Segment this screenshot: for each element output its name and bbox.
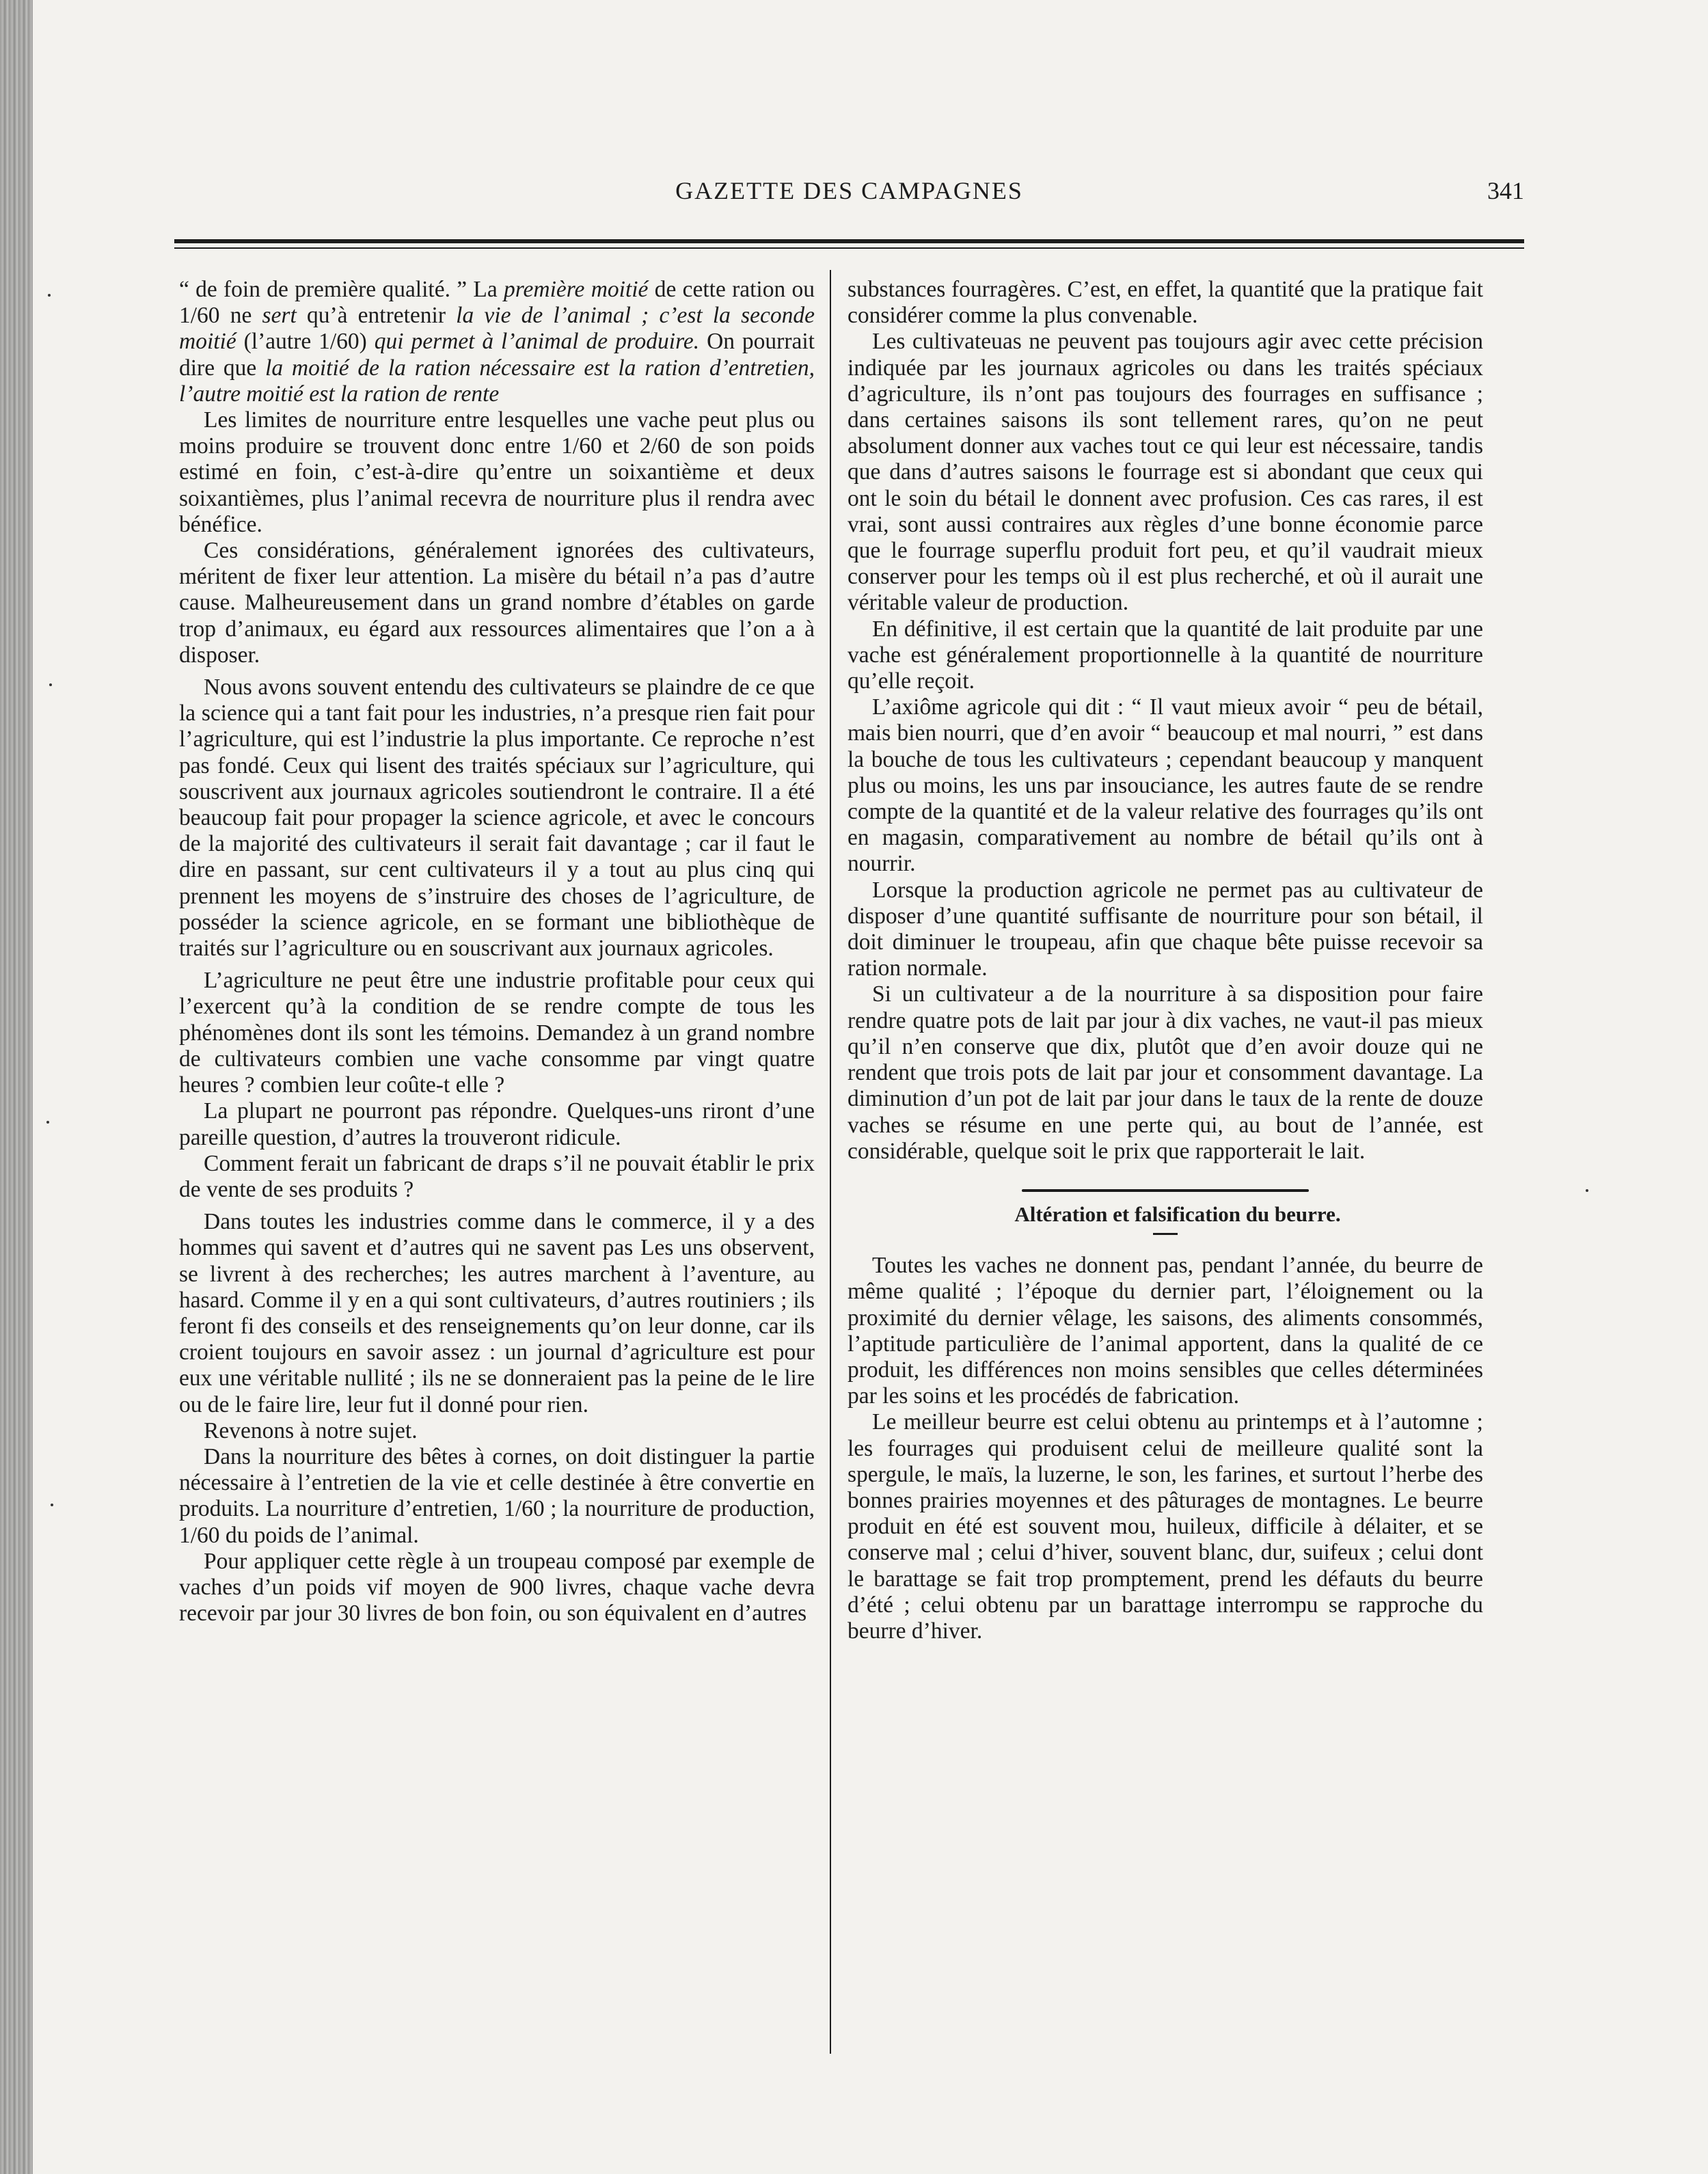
text-run: qu’à entretenir: [296, 303, 457, 329]
paragraph: Toutes les vaches ne donnent pas, pendant l’année, du beurre de même qualité ; l’époque du dernier part, l’éloignement ou la proximité du dernier vêlage, les saisons, des aliments consommés, l’aptitude particulière de l’animal apportent, dans la qualité de ce produit, les différences non moins sensibles que celles déterminées par les soins et les procédés de fabrication.: [848, 1253, 1483, 1409]
paragraph: Pour appliquer cette règle à un troupeau composé par exemple de vaches d’un poids vif moyen de 900 livres, chaque vache devra recevoir par jour 30 livres de bon foin, ou son équivalent en d’autres: [179, 1548, 815, 1627]
margin-speck: [46, 1121, 49, 1124]
paragraph: Les limites de nourriture entre lesquelles une vache peut plus ou moins produire se trouvent donc entre 1/60 et 2/60 de son poids estimé en foin, c’est-à-dire qu’entre un soixantième et deux soixantièmes, plus l’animal recevra de nourriture plus il rendra avec bénéfice.: [179, 407, 815, 537]
paragraph: L’agriculture ne peut être une industrie profitable pour ceux qui l’exercent qu’à la condition de se rendre compte de tous les phénomènes dont ils sont les témoins. Demandez à un grand nombre de cultivateurs combien une vache consomme par vingt quatre heures ? combien leur coûte-t elle ?: [179, 968, 815, 1098]
section-title-dash: [1153, 1233, 1178, 1235]
paragraph: [179, 277, 815, 407]
text-run: (l’autre 1/60): [236, 329, 375, 355]
page-header: [174, 176, 1524, 217]
running-title: GAZETTE DES CAMPAGNES: [675, 177, 1023, 204]
section-paragraphs: [848, 1253, 1483, 1644]
paragraph: L’axiôme agricole qui dit : “ Il vaut mieux avoir “ peu de bétail, mais bien nourri, que d’en avoir “ beaucoup et mal nourri, ” est dans la bouche de tous les cultivateurs ; cependant beaucoup y manquent plus ou moins, les uns par insouciance, les autres faute de se rendre compte de la quantité et de la valeur relative des fourrages qu’ils ont en magasin, comparativement au nombre de bétail qu’ils ont à nourrir.: [848, 694, 1483, 877]
text-run: “ de foin de première qualité. ” La: [179, 277, 504, 302]
right-column-paragraphs: [848, 277, 1483, 1165]
margin-speck: [48, 294, 51, 297]
column-divider: [830, 270, 831, 2054]
italic-run: la moitié de la ration nécessaire est la ration d’entretien, l’autre moitié est la ration de rente: [179, 355, 815, 407]
paragraph: substances fourragères. C’est, en effet, la quantité que la pratique fait considérer comme la plus convenable.: [848, 277, 1483, 329]
header-rule-thick: [174, 239, 1524, 243]
italic-run: première moitié: [503, 277, 649, 302]
paragraph: Ces considérations, généralement ignorées des cultivateurs, méritent de fixer leur attention. La misère du bétail n’a pas d’autre cause. Malheureusement dans un grand nombre d’étables on garde trop d’animaux, eu égard aux ressources alimentaires que l’on a à disposer.: [179, 538, 815, 668]
paragraph: Dans toutes les industries comme dans le commerce, il y a des hommes qui savent et d’autres qui ne savent pas Les uns observent, se livrent à des recherches; les autres marchent à l’aventure, au hasard. Comme il y en a qui sont cultivateurs, d’autres routiniers ; ils feront fi des conseils et des renseignements qu’on leur donne, car ils croient toujours en savoir assez : un journal d’agriculture est pour eux une véritable nullité ; ils ne se donneraient pas la peine de le lire ou de le faire lire, leur fut il donné pour rien.: [179, 1209, 815, 1417]
paragraph: Revenons à notre sujet.: [204, 1417, 418, 1443]
paragraph: Le meilleur beurre est celui obtenu au printemps et à l’automne ; les fourrages qui produisent celui de meilleure qualité sont la spergule, le maïs, la luzerne, le son, les farines, et surtout l’herbe des bonnes prairies moyennes et des pâturages de montagnes. Le beurre produit en été est souvent mou, huileux, difficile à délaiter, et se conserve mal ; celui d’hiver, souvent blanc, dur, suifeux ; celui dont le barattage se fait trop promptement, prend les défauts du beurre d’été ; celui obtenu par un barattage interrompu se rapproche du beurre d’hiver.: [848, 1409, 1483, 1644]
margin-speck: [1586, 1189, 1588, 1192]
page-number: 341: [1487, 177, 1524, 204]
section-ornament-rule: [1022, 1189, 1309, 1192]
paragraph: La plupart ne pourront pas répondre. Quelques-uns riront d’une pareille question, d’autres la trouveront ridicule.: [179, 1098, 815, 1150]
scan-binding-edge: [0, 0, 33, 2174]
margin-speck: [51, 1504, 53, 1506]
header-rule-thin: [174, 247, 1524, 249]
paragraph: Si un cultivateur a de la nourriture à sa disposition pour faire rendre quatre pots de lait par jour à dix vaches, ne vaut-il pas mieux qu’il n’en conserve que dix, plutôt que d’en avoir douze qui ne rendent que trois pots de lait par jour et consomment davantage. La diminution d’un pot de lait par jour dans le taux de la rente de douze vaches se résume en une perte qui, au bout de l’année, est considérable, quelque soit le prix que rapporterait le lait.: [848, 981, 1483, 1164]
right-column: [848, 277, 1483, 1644]
section-title: Altération et falsification du beurre.: [1014, 1201, 1341, 1226]
italic-run: sert: [262, 303, 297, 329]
left-column: [179, 277, 815, 1627]
italic-run: qui permet à l’animal de produire.: [374, 329, 700, 355]
text-run: de cette ration ou 1/60 ne: [179, 277, 815, 329]
paragraph: En définitive, il est certain que la quantité de lait produite par une vache est généralement proportionnelle à la quantité de nourriture qu’elle reçoit.: [848, 616, 1483, 694]
paragraph: Dans la nourriture des bêtes à cornes, on doit distinguer la partie nécessaire à l’entretien de la vie et celle destinée à être convertie en produits. La nourriture d’entretien, 1/60 ; la nourriture de production, 1/60 du poids de l’animal.: [179, 1443, 815, 1548]
text-run: On pourrait dire que: [179, 329, 815, 381]
paragraph: Nous avons souvent entendu des cultivateurs se plaindre de ce que la science qui a tant fait pour les industries, n’a presque rien fait pour l’agriculture, qui est l’industrie la plus importante. Ce reproche n’est pas fondé. Ceux qui lisent des traités spéciaux sur l’agriculture, qui souscrivent aux journaux agricoles soutiendront le contraire. Il a été beaucoup fait pour propager la science agricole, et avec le concours de la majorité des cultivateurs il serait fait davantage ; car il faut le dire en passant, sur cent cultivateurs il y a tout au plus cinq qui prennent les moyens de s’instruire des choses de l’agriculture, de posséder la science agricole, en se formant une bibliothèque de traités sur l’agriculture ou en souscrivant aux journaux agricoles.: [179, 675, 815, 962]
paragraph: Lorsque la production agricole ne permet pas au cultivateur de disposer d’une quantité suffisante de nourriture pour son bétail, il doit diminuer le troupeau, afin que chaque bête puisse recevoir sa ration normale.: [848, 877, 1483, 981]
paragraph: Les cultivateuas ne peuvent pas toujours agir avec cette précision indiquée par les journaux agricoles ou dans les traités spéciaux d’agriculture, ils n’ont pas toujours des fourrages en suffisance ; dans certaines saisons ils sont tellement rares, qu’on ne peut absolument donner aux vaches tout ce qui leur est nécessaire, tandis que dans d’autres saisons le fourrage est si abondant que ceux qui ont le soin du bétail le donnent avec profusion. Ces cas rares, il est vrai, sont aussi contraires aux règles d’une bonne économie parce que le fourrage superflu produit fort peu, et qu’il vaudrait mieux conserver pour les temps où il est plus recherché, et où il aurait une véritable valeur de production.: [848, 329, 1483, 616]
paragraph: Comment ferait un fabricant de draps s’il ne pouvait établir le prix de vente de ses produits ?: [179, 1150, 815, 1202]
italic-run: la vie de l’animal ; c’est la seconde moitié: [179, 303, 815, 355]
margin-speck: [49, 683, 52, 686]
